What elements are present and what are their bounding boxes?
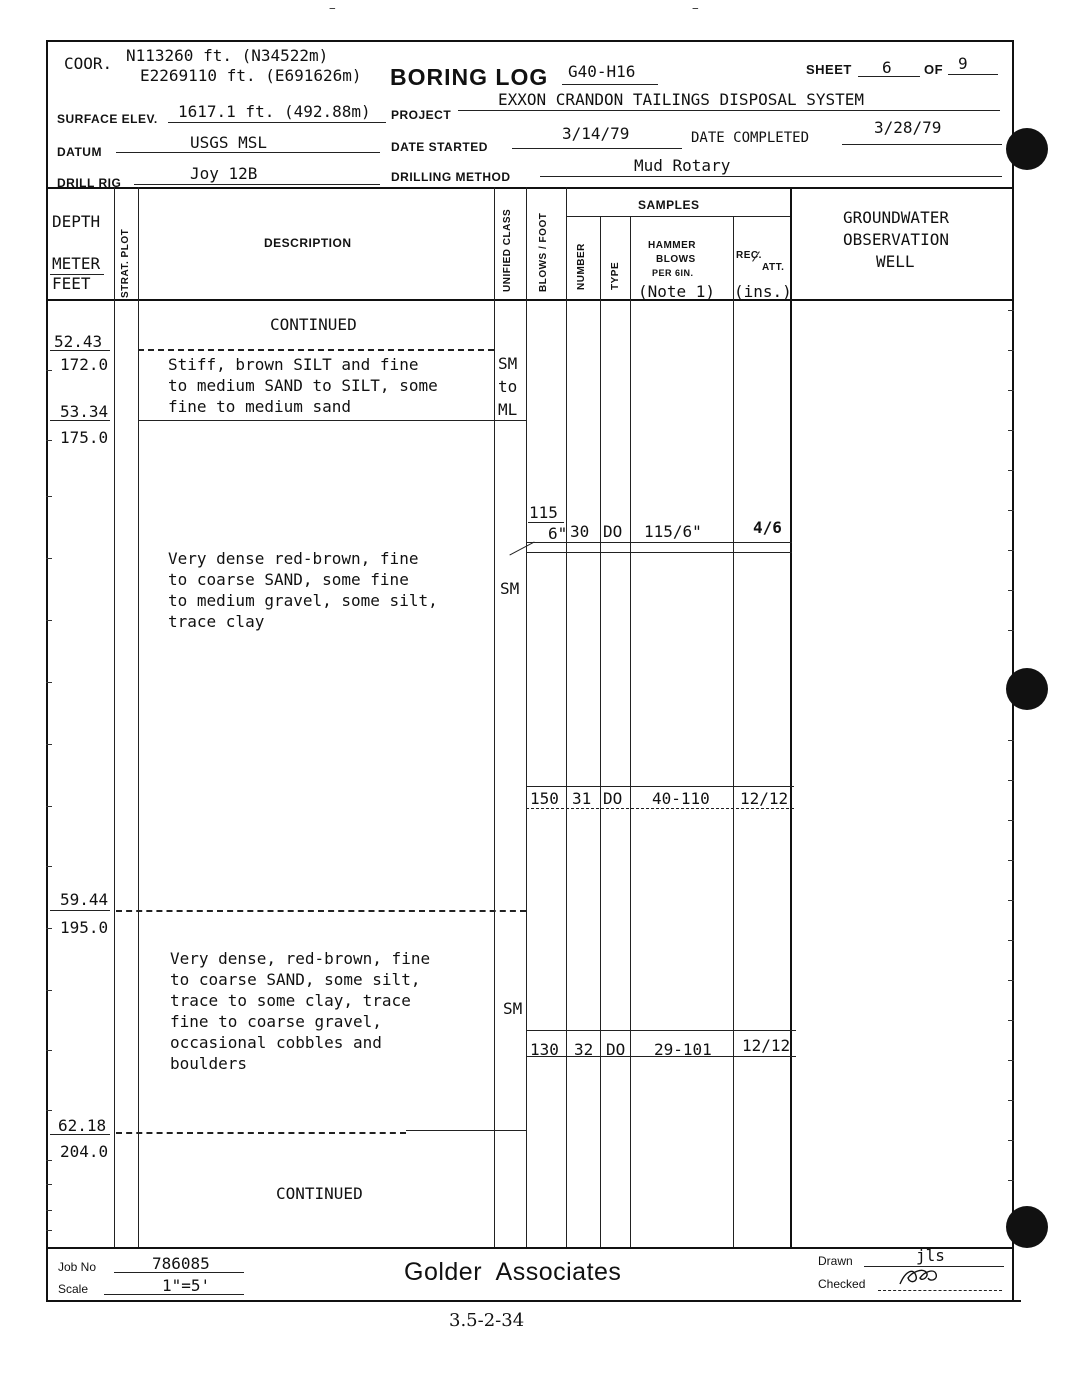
rec-header: REC. xyxy=(736,250,762,261)
depth-meter: 52.43 xyxy=(54,332,103,351)
note-header: (Note 1) xyxy=(638,282,716,301)
depth-header: DEPTH xyxy=(52,212,101,231)
unified-class-header: UNIFIED CLASS xyxy=(502,208,513,292)
datum-label: DATUM xyxy=(57,145,102,159)
date-completed-label: DATE COMPLETED xyxy=(691,130,810,146)
sheet-number: 6 xyxy=(882,58,892,77)
layer-1-class: SM to ML xyxy=(498,354,518,419)
type-header: TYPE xyxy=(610,261,621,290)
description-header: DESCRIPTION xyxy=(264,236,352,250)
date-completed: 3/28/79 xyxy=(874,118,942,137)
sample-hammer-blows: 40-110 xyxy=(652,789,710,808)
drilling-method: Mud Rotary xyxy=(634,156,731,175)
layer-2-class: SM xyxy=(500,579,520,598)
strat-plot-header: STRAT. PLOT xyxy=(120,228,131,298)
depth-meter: 53.34 xyxy=(60,402,109,421)
observation-header: OBSERVATION xyxy=(843,230,949,249)
layer-3-class: SM xyxy=(503,999,523,1018)
drawn-by: jls xyxy=(916,1246,945,1265)
rec-units-header: (ins.) xyxy=(734,282,792,301)
top-mark: ‾ xyxy=(693,6,698,22)
per-6in-header: PER 6IN. xyxy=(652,268,694,278)
checked-signature xyxy=(896,1264,946,1292)
binder-hole xyxy=(1006,668,1048,710)
layer-1-description: Stiff, brown SILT and fine to medium SAND to SILT, some fine to medium sand xyxy=(168,355,438,416)
sample-number: 31 xyxy=(572,789,592,808)
sample-type: DO xyxy=(603,789,623,808)
binder-hole xyxy=(1006,128,1048,170)
company-name: Golder Associates xyxy=(404,1258,622,1286)
depth-feet: 172.0 xyxy=(60,355,109,374)
sample-recovery: 12/12 xyxy=(740,789,789,808)
binder-hole xyxy=(1006,1206,1048,1248)
sample-hammer-blows: 29-101 xyxy=(654,1040,712,1059)
continued-bottom: CONTINUED xyxy=(276,1184,363,1203)
depth-feet: 195.0 xyxy=(60,918,109,937)
layer-3-description: Very dense, red-brown, fine to coarse SAND, some silt, trace to some clay, trace fine to coarse gravel, occasional cobbles and boulders xyxy=(170,949,431,1073)
feet-header: FEET xyxy=(52,274,91,293)
groundwater-header: GROUNDWATER xyxy=(843,208,949,227)
number-header: NUMBER xyxy=(576,243,587,290)
att-header: ATT. xyxy=(762,262,785,273)
well-header: WELL xyxy=(876,252,915,271)
depth-feet: 175.0 xyxy=(60,428,109,447)
meter-header: METER xyxy=(52,254,101,273)
form-title: BORING LOG xyxy=(390,64,549,90)
sample-hammer-blows: 115/6" xyxy=(644,522,702,541)
datum-value: USGS MSL xyxy=(190,133,268,152)
checked-label: Checked xyxy=(818,1277,866,1291)
job-number: 786085 xyxy=(152,1254,210,1273)
scale-label: Scale xyxy=(58,1282,89,1296)
depth-meter: 59.44 xyxy=(60,890,109,909)
project-label: PROJECT xyxy=(391,108,452,122)
drawn-label: Drawn xyxy=(818,1254,853,1268)
sample-blows-depth: 6" xyxy=(548,524,568,543)
date-started: 3/14/79 xyxy=(562,124,630,143)
date-started-label: DATE STARTED xyxy=(391,140,488,154)
sheet-total: 9 xyxy=(958,54,968,73)
sample-number: 32 xyxy=(574,1040,594,1059)
scale-value: 1"=5' xyxy=(162,1276,211,1295)
sheet-label: SHEET xyxy=(806,62,852,77)
depth-feet: 204.0 xyxy=(60,1142,109,1161)
project-name: EXXON CRANDON TAILINGS DISPOSAL SYSTEM xyxy=(498,90,865,109)
drilling-method-label: DRILLING METHOD xyxy=(391,170,511,184)
boring-id: G40-H16 xyxy=(568,62,636,81)
sample-blows: 130 xyxy=(530,1040,559,1059)
page-number: 3.5-2-34 xyxy=(449,1310,525,1331)
depth-meter: 62.18 xyxy=(58,1116,107,1135)
coor-north: N113260 ft. (N34522m) xyxy=(126,46,329,65)
sample-blows: 115 xyxy=(529,503,558,522)
coor-east: E2269110 ft. (E691626m) xyxy=(140,66,362,85)
coor-label: COOR. xyxy=(64,54,113,73)
sample-recovery: 4/6 xyxy=(753,518,782,537)
blows-header: BLOWS xyxy=(656,254,696,265)
sample-recovery: 12/12 xyxy=(742,1036,791,1055)
hammer-header: HAMMER xyxy=(648,240,696,251)
layer-2-description: Very dense red-brown, fine to coarse SAND, some fine to medium gravel, some silt, trace clay xyxy=(168,549,438,631)
continued-top: CONTINUED xyxy=(270,315,357,334)
surface-elev-label: SURFACE ELEV. xyxy=(57,112,158,126)
blows-foot-header: BLOWS / FOOT xyxy=(538,212,549,292)
drill-rig: Joy 12B xyxy=(190,164,258,183)
sample-type: DO xyxy=(603,522,623,541)
sample-blows: 150 xyxy=(530,789,559,808)
surface-elev: 1617.1 ft. (492.88m) xyxy=(178,102,371,121)
drill-rig-label: DRILL RIG xyxy=(57,176,122,190)
top-mark: ‾ xyxy=(330,6,335,22)
sample-type: DO xyxy=(606,1040,626,1059)
job-label: Job No xyxy=(58,1260,97,1274)
of-label: OF xyxy=(924,62,944,77)
sample-number: 30 xyxy=(570,522,590,541)
samples-header: SAMPLES xyxy=(638,198,700,212)
